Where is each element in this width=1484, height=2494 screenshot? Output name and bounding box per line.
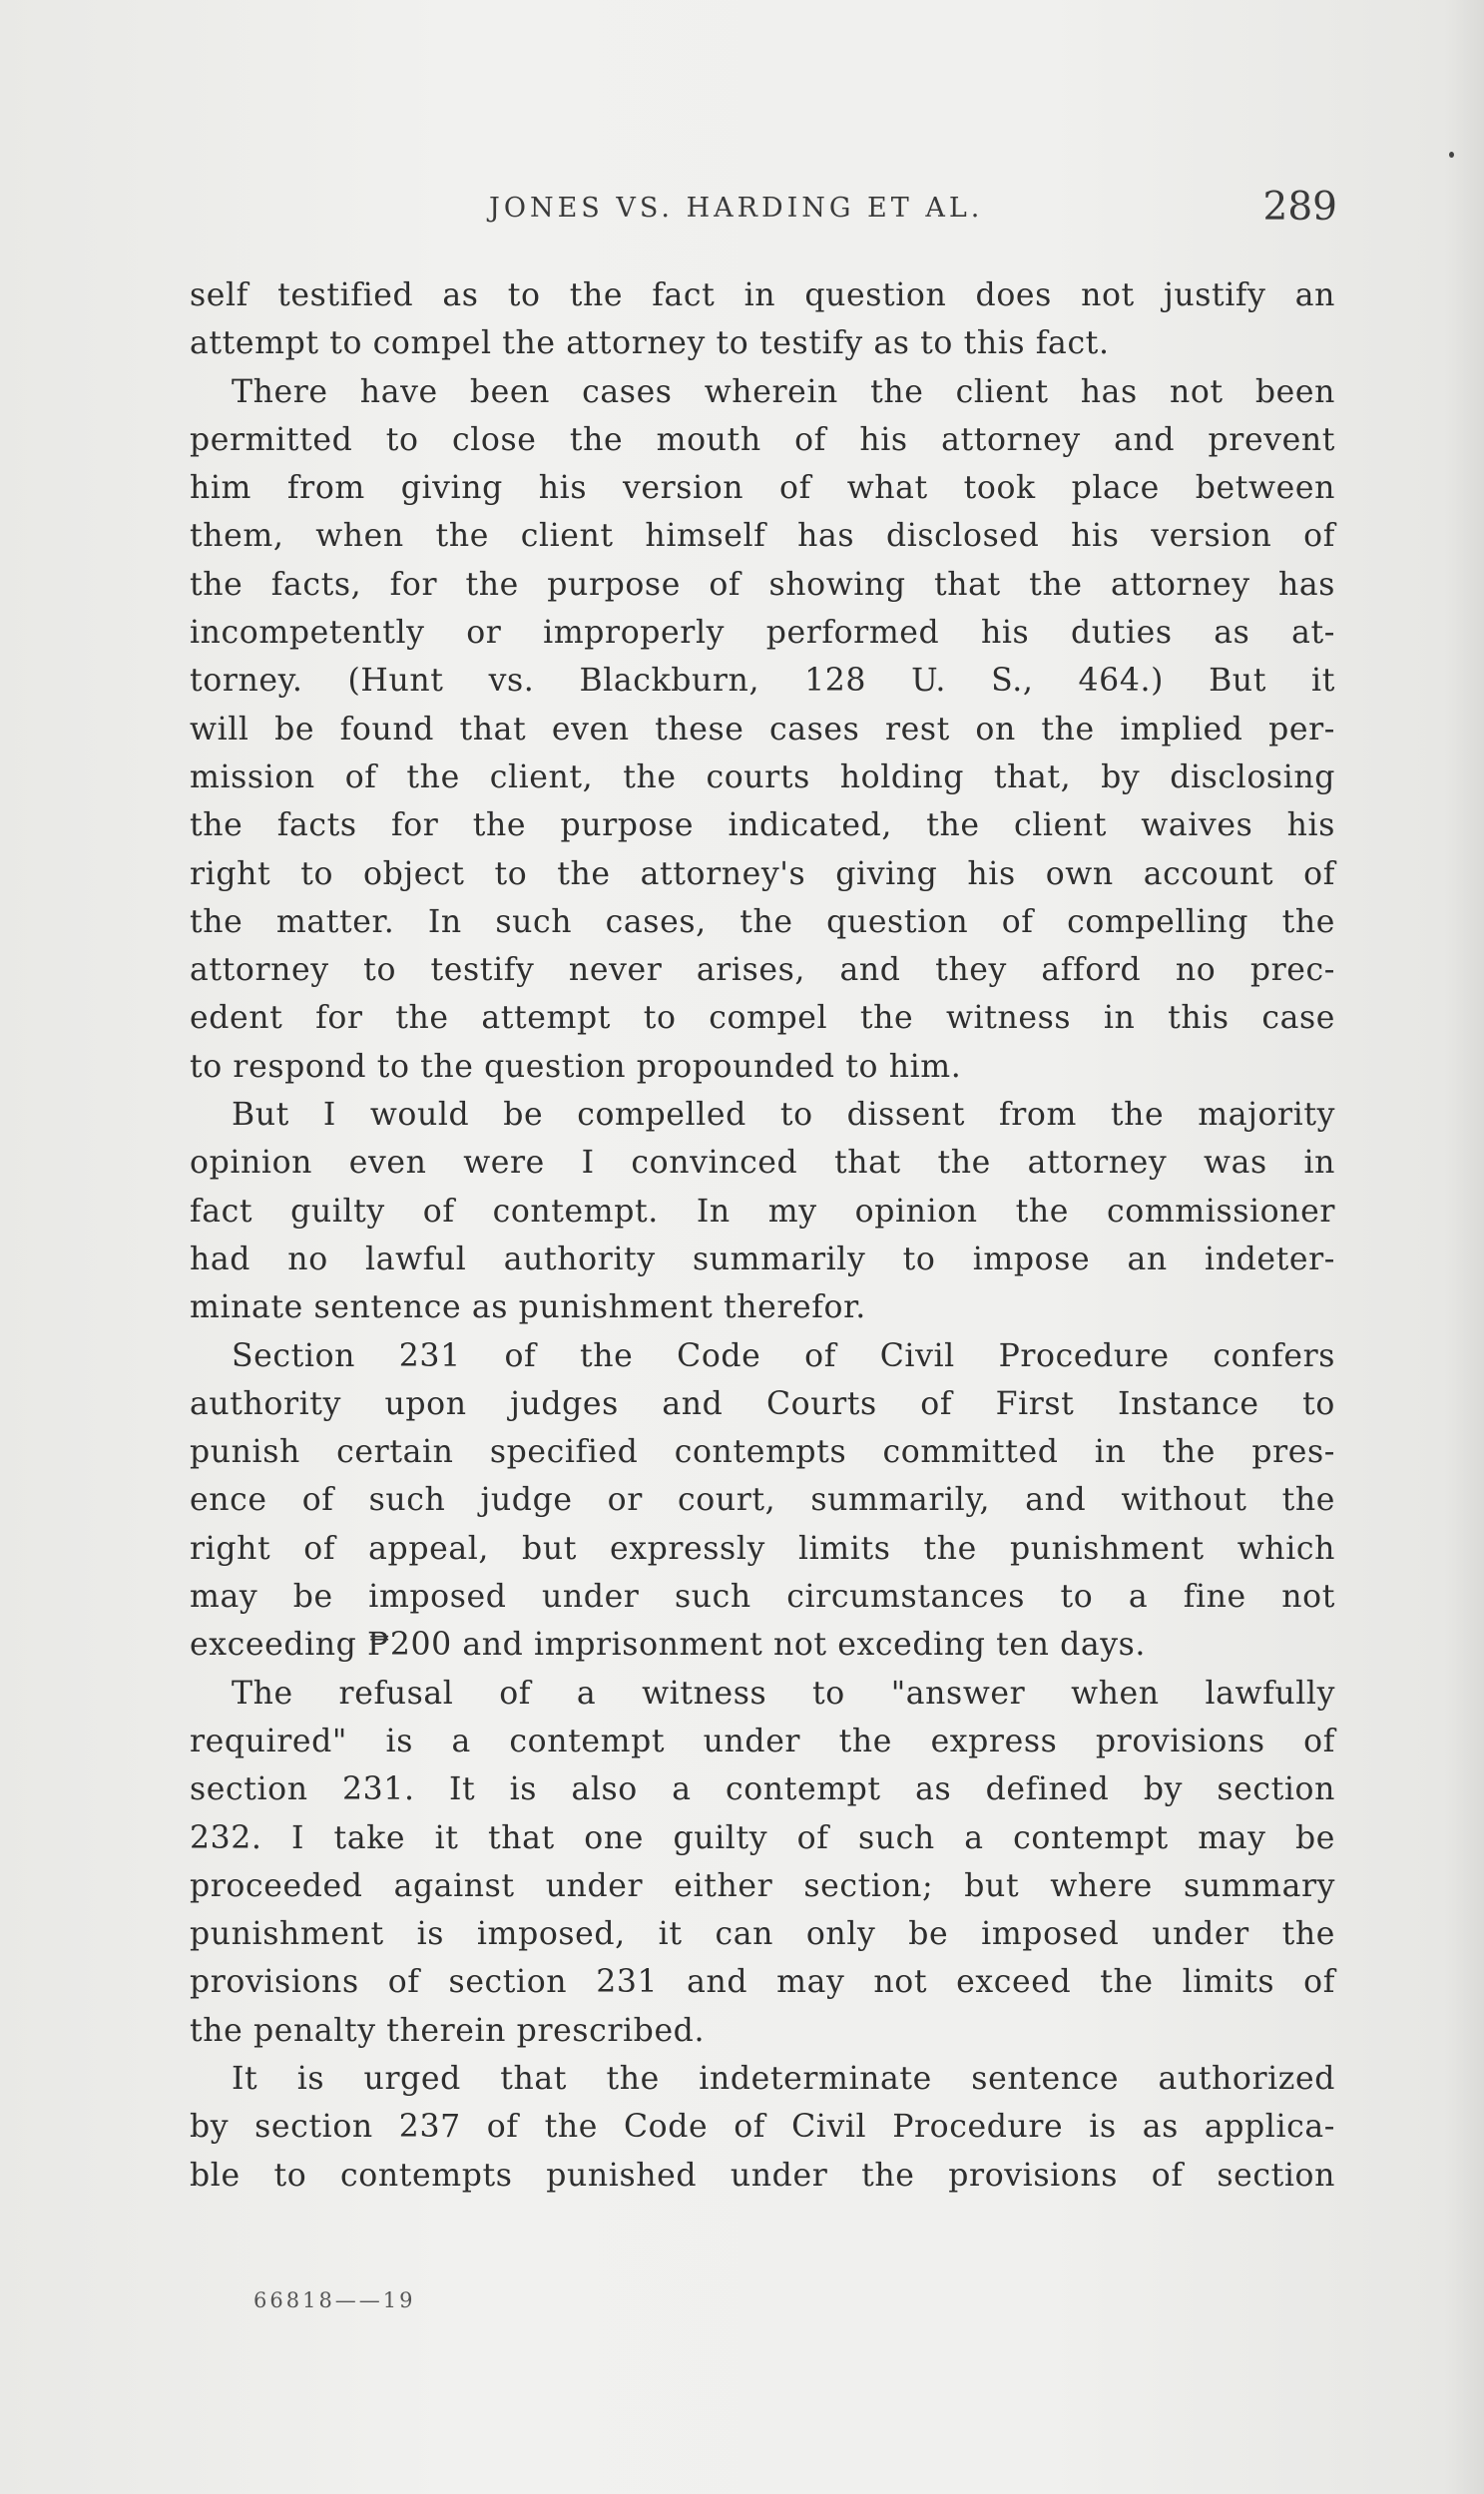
text-line: There have been cases wherein the client has not been [232, 373, 1335, 410]
text-line: right of appeal, but expressly limits the punishment which [190, 1530, 1335, 1567]
page-header [299, 185, 1337, 235]
text-line: punish certain specified contempts committed in the pres- [190, 1434, 1335, 1471]
text-line: punishment is imposed, it can only be imposed under the [190, 1916, 1335, 1953]
body-text [190, 271, 1335, 2200]
text-line: attempt to compel the attorney to testify as to this fact. [190, 325, 1110, 362]
text-line: fact guilty of contempt. In my opinion the commissioner [190, 1193, 1335, 1230]
text-line: minate sentence as punishment therefor. [190, 1289, 866, 1326]
text-line: required" is a contempt under the express provisions of [190, 1723, 1335, 1759]
text-line: permitted to close the mouth of his attorney and prevent [190, 421, 1335, 458]
text-line: opinion even were I convinced that the attorney was in [190, 1145, 1335, 1182]
running-head: JONES VS. HARDING ET AL. [489, 193, 984, 224]
text-line: to respond to the question propounded to him. [190, 1048, 962, 1085]
text-line: them, when the client himself has disclosed his version of [190, 518, 1335, 555]
text-line: self testified as to the fact in question does not justify an [190, 277, 1335, 313]
text-line: him from giving his version of what took place between [190, 470, 1335, 507]
text-line: Section 231 of the Code of Civil Procedure confers [232, 1337, 1335, 1374]
text-line: provisions of section 231 and may not exceed the limits of [190, 1964, 1335, 2001]
text-line: the penalty therein prescribed. [190, 2012, 706, 2049]
text-line: the facts, for the purpose of showing that the attorney has [190, 566, 1335, 603]
text-line: torney. (Hunt vs. Blackburn, 128 U. S., 464.) But it [190, 663, 1335, 700]
text-line: will be found that even these cases rest on the implied per- [190, 711, 1335, 748]
text-line: the facts for the purpose indicated, the client waives his [190, 807, 1335, 844]
text-line: section 231. It is also a contempt as defined by section [190, 1771, 1335, 1808]
text-line: ble to contempts punished under the provisions of section [190, 2157, 1335, 2194]
text-line: right to object to the attorney's giving his own account of [190, 855, 1335, 892]
text-line: exceeding ₱200 and imprisonment not exceding ten days. [190, 1627, 1147, 1664]
text-line: incompetently or improperly performed his duties as at- [190, 615, 1335, 652]
text-line: the matter. In such cases, the question of compelling the [190, 903, 1335, 940]
text-line: 232. I take it that one guilty of such a contempt may be [190, 1819, 1335, 1856]
text-line: ence of such judge or court, summarily, and without the [190, 1482, 1335, 1519]
page-number: 289 [1262, 185, 1337, 230]
text-line: The refusal of a witness to "answer when lawfully [232, 1675, 1335, 1712]
text-line: But I would be compelled to dissent from the majority [232, 1097, 1335, 1134]
printer-signature-mark: 66818——19 [253, 2288, 416, 2312]
text-line: It is urged that the indeterminate sentence authorized [232, 2060, 1335, 2097]
ink-speck [1449, 152, 1454, 158]
text-line: authority upon judges and Courts of First Instance to [190, 1385, 1335, 1422]
text-line: attorney to testify never arises, and they afford no prec- [190, 952, 1335, 989]
text-line: by section 237 of the Code of Civil Procedure is as applica- [190, 2109, 1335, 2146]
text-line: edent for the attempt to compel the witness in this case [190, 1000, 1335, 1037]
text-line: proceeded against under either section; but where summary [190, 1867, 1335, 1904]
text-line: may be imposed under such circumstances to a fine not [190, 1579, 1335, 1616]
text-line: had no lawful authority summarily to impose an indeter- [190, 1241, 1335, 1277]
text-line: mission of the client, the courts holding that, by disclosing [190, 758, 1335, 795]
